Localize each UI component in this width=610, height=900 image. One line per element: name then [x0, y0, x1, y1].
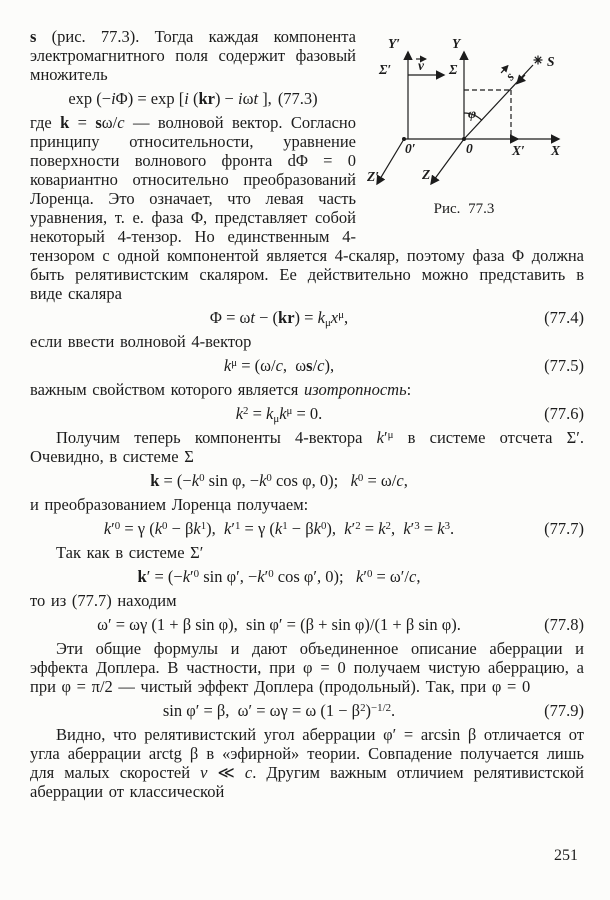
paragraph-isotropy: важным свойством которого является изотропность:: [30, 380, 412, 399]
equation-k-sigma: [30, 471, 584, 490]
y-prime-label: Y′: [388, 36, 401, 51]
formula-77-3: exp (−iΦ) = exp [i (kr) − iωt ],: [68, 89, 272, 108]
paragraph-since-sigma-prime: Так как в системе Σ′: [56, 543, 204, 562]
formula-77-5: $k^\mu = (\omega/c$, ωs/c),: [223, 356, 335, 375]
paragraph-lorentz-transform: и преобразованием Лоренца получаем:: [30, 495, 309, 514]
figure-drawing: [366, 29, 584, 197]
z-label: Z: [422, 167, 431, 182]
phi-label: φ: [468, 107, 477, 122]
paragraph-from-777: то из (77.7) находим: [30, 591, 177, 610]
equation-77-9: [30, 701, 584, 720]
equation-number-77-4: (77.4): [544, 308, 584, 327]
origin-prime-label: 0′: [405, 141, 416, 156]
star-icon: [534, 56, 543, 65]
equation-77-6: [30, 404, 584, 423]
sigma-prime-label: Σ′: [379, 62, 392, 77]
formula-77-7: $k'^0 = \gamma$ $(k^0 - \beta k^1)$, $k'^1 = \gamma$ $(k^1 - \beta k^0)$, $k'^2 = k^2$, $k'^3 = k^3$.: [103, 519, 455, 538]
figure-caption: Рис. 77.3: [433, 201, 495, 217]
formula-77-9: sin φ′ = β, ω′ = ωγ = ω $(1 - \beta^2)^{-1/2}$.: [162, 701, 396, 720]
formula-77-4: $\Phi = \omega t - (kr) = k_\mu x^\mu$,: [209, 308, 349, 329]
z-prime-label: Z′: [367, 169, 380, 184]
equation-77-7: [30, 519, 584, 538]
equation-number-77-9: (77.9): [544, 701, 584, 720]
source-label: S: [547, 54, 555, 69]
z-axis: [431, 139, 464, 184]
formula-k-sigma-prime: $k' = (-k'^0$ sin φ′, $-k'^0$ cos φ′, 0); $k'^0 = \omega'/c$,: [137, 567, 421, 586]
equation-77-4: [30, 308, 584, 327]
equation-number-77-3: (77.3): [277, 89, 318, 108]
paragraph-intro: s (рис. 77.3). Тогда каждая компонента электромагнитного поля содержит фазовый множитель: [30, 27, 356, 84]
paragraph-wave-vector: где k = sω/c — волновой вектор. Согласно принципу относительности, уравнение поверхности волнового фронта dΦ = 0 ковариантно относительно преобразований Лоренца. Это означает, что левая часть уравнения, т. е. фаза Φ, представляет собой некоторый 4-тензор. Но единственным 4-тензором с одной компонентой является 4-скаляр, поэтому фаза Φ должна быть релятивистским скаляром. Ее действительно можно представить в виде скаляра: [30, 113, 584, 303]
formula-77-8: ω′ = ωγ (1 + β sin φ), sin φ′ = (β + sin φ)/(1 + β sin φ).: [97, 615, 461, 634]
ray-direction-arrow: [517, 75, 525, 84]
figure-77-3: [366, 29, 584, 219]
page-content: [30, 27, 584, 801]
paragraph-introduce-4vector: если ввести волновой 4-вектор: [30, 332, 252, 351]
equation-number-77-5: (77.5): [544, 356, 584, 375]
s-vector-label: s: [502, 69, 518, 84]
paragraph-components: Получим теперь компоненты 4-вектора $k'^\mu$ в системе отсчета Σ′. Очевидно, в системе Σ: [30, 428, 584, 466]
y-label: Y: [452, 36, 461, 51]
equation-number-77-8: (77.8): [544, 615, 584, 634]
velocity-label: v: [418, 58, 424, 73]
x-label: X: [551, 143, 561, 158]
paragraph-aberration-doppler: Эти общие формулы и дают объединенное описание аберрации и эффекта Доплера. В частности, при φ = 0 получаем чистую аберрацию, а при φ = π/2 — чистый эффект Доплера (продольный). Так, при φ = 0: [30, 639, 584, 696]
paragraph-relativistic-angle: Видно, что релятивистский угол аберрации φ′ = arcsin β отличается от угла аберрации arctg β в «эфирной» теории. Совпадение получается лишь для малых скоростей v ≪ c. Другим важным отличием релятивистской аберрации от классической: [30, 725, 584, 801]
equation-number-77-7: (77.7): [544, 519, 584, 538]
z-prime-axis: [377, 139, 404, 184]
sigma-label: Σ: [449, 62, 458, 77]
formula-77-6: $k^2 = k_\mu k^\mu = 0$.: [235, 404, 323, 425]
equation-77-5: [30, 356, 584, 375]
origin-label: 0: [466, 141, 473, 156]
equation-k-sigma-prime: [30, 567, 584, 586]
page-number: 251: [554, 847, 578, 864]
equation-number-77-6: (77.6): [544, 404, 584, 423]
equation-77-8: [30, 615, 584, 634]
light-ray: [464, 65, 533, 139]
formula-k-sigma: $k = (-k^0$ sin φ, $-k^0$ cos φ, 0); $k^0 = \omega/c$,: [150, 471, 408, 490]
x-prime-label: X′: [512, 143, 525, 158]
